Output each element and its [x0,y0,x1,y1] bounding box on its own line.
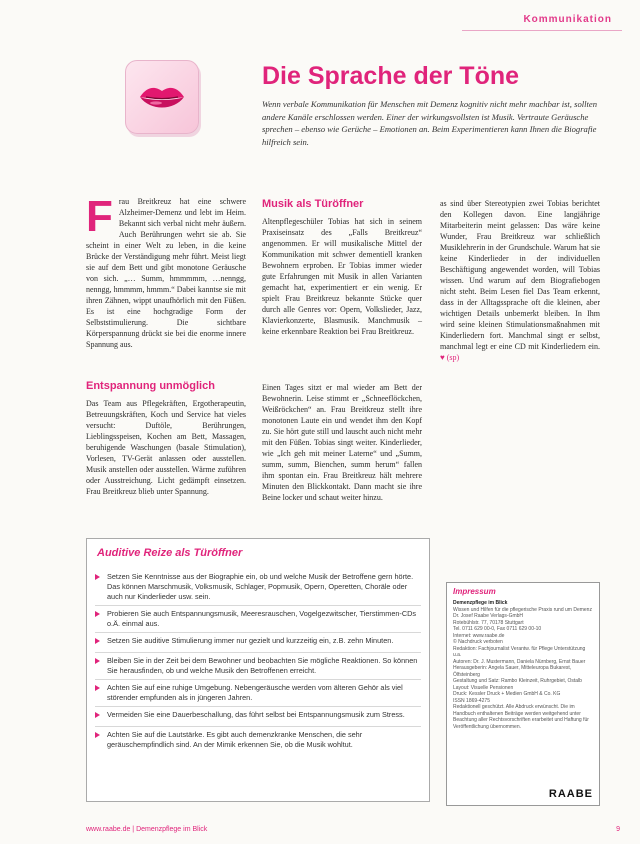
page-footer [0,818,640,844]
column-3-paragraph-1 [440,198,600,363]
triangle-bullet-icon [95,638,100,644]
tip-item [95,727,421,753]
impressum-line: Rotebühlstr. 77, 70178 Stuttgart [453,619,524,626]
triangle-bullet-icon [95,658,100,664]
impressum-title: Impressum [453,587,496,596]
triangle-bullet-icon [95,732,100,738]
column-1 [86,192,246,350]
tip-text: Achten Sie auf eine ruhige Umgebung. Nebengeräusche werden vom älteren Gehör als viel störender empfunden als in jüngeren Jahren. [107,683,403,702]
impressum-line: Gestaltung und Satz: Rambo Kleinzeit, Ruhrgebiet, Ostalb [453,678,582,684]
tip-text: Probieren Sie auch Entspannungsmusik, Meeresrauschen, Vogelgezwitscher, Tierstimmen-CDs o.Ä. einmal aus. [107,609,417,628]
impressum-line: Herausgeberin: Angela Sauer, Mitteleuropa Bukarest, Ölfsteinberg [453,665,572,678]
tip-item [95,633,421,653]
tip-item [95,707,421,727]
column-3-text: as sind über Stereotypien zwei Tobias berichtet den Kollegen davon. Eine langjährige Mitarbeiterin meint gelassen: Das wäre keine Wunder, Frau Breitkreuz war schließlich Musiklehrerin in der Grundschule. Warum hat sie keine Kinderlieder in der individuellen Beschäftigung angewendet worden, will Tobias wissen. Und warum auf dem Biografiebogen nicht steht. Beim Lesen fiel Das Team erkennt, dass in der Alltagssprache oft die kleinen, aber wichtigen Details unbemerkt bleiben. In Ihm wird seine kleinen Stimulationsmaßnahmen mit Kinderliedern fort. Manchmal singt er selbst, manchmal legt er eine CD mit Kinderliedern ein. [440,199,600,351]
top-rule [462,30,622,31]
impressum-line: Autoren: Dr. J. Mustermann, Daniela Nürnberg, Ernst Bauer [453,658,586,665]
tip-text: Setzen Sie Kenntnisse aus der Biographie ein, ob und welche Musik der Betroffene gern hörte. Das können Marschmusik, Volksmusik, Schlager, Popmusik, Opern, Operetten, Choräle oder auch nur Kinderlieder usw. sein. [107,572,414,601]
tip-text: Bleiben Sie in der Zeit bei dem Bewohner und beobachten Sie mögliche Reaktionen. So können Sie herausfinden, ob und welche Musik den Betroffenen erreicht. [107,656,418,675]
drop-cap: F [86,192,113,241]
tip-item [95,680,421,707]
triangle-bullet-icon [95,712,100,718]
tip-item [95,606,421,633]
heart-icon: ♥ (sp) [440,353,460,362]
column-2-paragraph-1: Altenpflegeschüler Tobias hat sich in seinem Praxiseinsatz des „Falls Breitkreuz“ angenommen. Er will musikalische Mittel der Kommunikation mit schwer dementiell kranken Bewohnern erproben. Er Tobias immer wieder gute Erfahrungen mit Musik in allen Varianten gemacht hat, experimentiert er ein wenig. Er spielt Frau Breitkreuz bekannte Stücke quer durch alle Genres vor: Opern, Volkslieder, Jazz, Klavierkonzerte, Blasmusik. Manchmusik – keine erkennbare Reaktion bei Frau Breitkreuz. [262,217,422,336]
heading-entspannung: Entspannung unmöglich [86,380,215,392]
triangle-bullet-icon [95,611,100,617]
tip-item [95,569,421,606]
impressum-line: Redaktionell geschützt. Alle Abdruck erwünscht. Die im Handbuch enthaltenen Beiträge werden weitgehend unter Beachtung aller Rechtsvorschriften erarbeitet und Haftung für Veröffentlichung übernommen. [453,704,589,730]
tip-item [95,653,421,680]
column-2-paragraph-2: Einen Tages sitzt er mal wieder am Bett der Bewohnerin. Leise stimmt er „Schneeflöckchen, Weißröckchen“ an. Frau Breitkreuz stellt ihre monotonen Laute ein und wendet ihm den Kopf zu. Sie hört gute still und lauscht auch nicht mehr mit den Füßen. Tobias singt weiter. Kinderlieder, wie „Ich geh mit meiner Laterne“ und „Summ, summ, summ, Bienchen, summ herum“ fallen ihm spontan ein. Frau Breitkreuz hält mehrere Minuten den Blickkontakt. Dann macht sie ihre Beine locker und schaut weiter hinzu. [262,383,422,502]
column-2b [262,382,422,503]
triangle-bullet-icon [95,685,100,691]
raabe-logo: RAABE [548,788,593,800]
column-2 [262,216,422,337]
article-title: Die Sprache der Töne [262,62,520,90]
column-1-paragraph-1: rau Breitkreuz hat eine schwere Alzheimer-Demenz und lebt im Heim. Bekannt sich verbal nicht mehr äußern. Auch Berührungen wehrt sie ab. Sie scheint in einer Welt zu leben, in die keine Brücke der Verständigung mehr führt. Meist liegt sie auf dem Bett und gibt monotone Geräusche von sich. „… Summ, hmmmmm, …nenngg, nenngg, hmmmm, hmmm.“ Dabei kanntse sie mit ihren Zähnen, wippt unaufhörlich mit den Füßen. Es ist eine hochgradige Form der Selbststimulierung. Die sichtbare Körperspannung drückt sie bei die enorme innere Spannung aus. [86,197,246,349]
impressum-line: Redaktion: Fachjournalist Verantw. für Pflege Unterstützung u.a. [453,645,586,658]
impressum-line: © Nachdruck verboten [453,639,503,645]
impressum-line: Wissen und Hilfen für die pflegerische Praxis rund um Demenz [453,606,592,613]
column-3 [440,198,600,363]
impressum-line: Druck: Kessler Druck + Medien GmbH & Co. KG [453,691,561,697]
tip-text: Achten Sie auf die Lautstärke. Es gibt auch demenzkranke Menschen, die sehr geräuschempfindlich sind. An der Mimik erkennen Sie, ob die Musik wohltut. [107,730,363,749]
impressum-line: ISSN 1869-4275 [453,697,490,704]
tip-text: Setzen Sie auditive Stimulierung immer nur gezielt und kurzzeitig ein, z.B. zehn Minuten. [107,636,394,645]
triangle-bullet-icon [95,574,100,580]
impressum-line: Layout: Visuelle Pensionen [453,684,514,691]
section-tag: Kommunikation [523,14,612,25]
impressum-box [446,582,600,806]
page-number: 9 [616,826,620,833]
column-1-paragraph-2: Das Team aus Pflegekräften, Ergotherapeutin, Betreuungskräften, Koch und Service hat vieles versucht: Duftöle, Berührungen, Lieblingsspeisen, Kochen am Bett, Massagen, beruhigende Waschungen (basale Stimulation), Vorlesen, TV-Gerät anlassen oder ausstellen. Musik anstellen oder ausstellen. Wärme zuführen oder Ausstreichung. Licht gedämpft einsetzen. Frau Breitkreuz blieb unter Spannung. [86,399,246,496]
tips-box [86,538,430,802]
column-1b [86,398,246,497]
impressum-name: Demenzpflege im Blick [453,600,508,606]
impressum-body [453,600,593,730]
lips-icon [126,61,198,133]
impressum-link[interactable]: Internet: www.raabe.de [453,632,505,639]
footer-text[interactable]: www.raabe.de | Demenzpflege im Blick [86,826,208,833]
tip-text: Vermeiden Sie eine Dauerbeschallung, das führt selbst bei Entspannungsmusik zum Stress. [107,710,405,719]
tips-box-title: Auditive Reize als Türöffner [97,547,243,559]
article-lead: Wenn verbale Kommunikation für Menschen mit Demenz kognitiv nicht mehr machbar ist, sollten andere Kanäle erschlossen werden. Einer der wirkungsvollsten ist Musik. Vertraute Geräusche sprechen – ebenso wie Gerüche – Emotionen an. Beim Experimentieren kann Ihnen die Biografie hilfreich sein. [262,99,598,147]
lips-illustration [125,60,199,134]
tips-list [95,569,421,753]
impressum-line: Tel. 0711 629 00-0, Fax 0711 629 00-10 [453,626,542,632]
impressum-line: Dr. Josef Raabe Verlags-GmbH [453,613,524,619]
heading-musik: Musik als Türöffner [262,198,364,210]
